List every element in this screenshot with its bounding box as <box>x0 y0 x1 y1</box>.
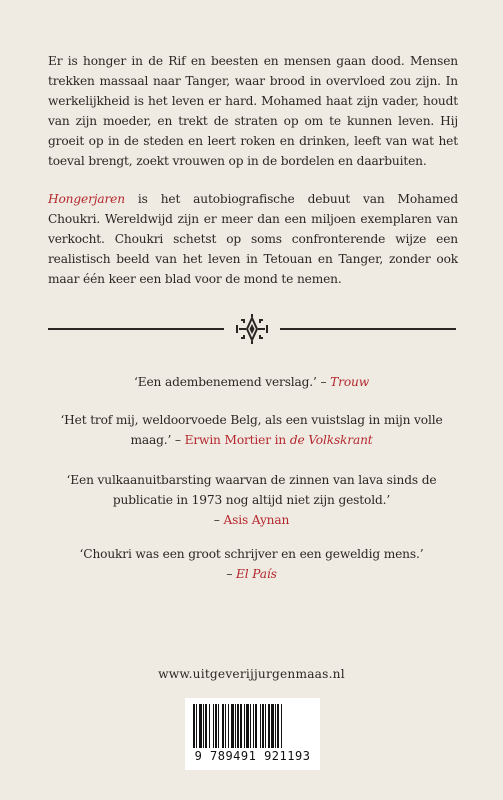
quote-source: Trouw <box>330 375 369 389</box>
quote-source: Erwin Mortier in <box>184 433 290 447</box>
barcode-bar <box>222 704 224 748</box>
review-quote-4 <box>20 544 483 584</box>
quote-separator: – <box>316 375 331 389</box>
quote-separator: – <box>171 433 185 447</box>
barcode-bar <box>246 704 249 748</box>
barcode-bar <box>262 704 264 748</box>
barcode-bars <box>191 704 314 748</box>
barcode-bar <box>268 704 270 748</box>
barcode-bar <box>203 704 204 748</box>
barcode-bar <box>237 704 239 748</box>
barcode-bar <box>250 704 251 748</box>
barcode-bar <box>193 704 195 748</box>
barcode-bar <box>253 704 254 748</box>
barcode-bar <box>231 704 234 748</box>
barcode-bar <box>209 704 210 748</box>
barcode-bar <box>199 704 202 748</box>
quote-text-line-2: publicatie in 1973 nog altijd niet zijn gestold.’ <box>112 493 391 507</box>
barcode-bar <box>265 704 266 748</box>
barcode-bar <box>281 704 282 748</box>
barcode-bar <box>215 704 217 748</box>
quote-separator: – <box>226 567 236 581</box>
quote-separator: – <box>213 513 224 527</box>
barcode-bar <box>271 704 274 748</box>
isbn-digits: 9 789491 921193 <box>194 749 311 763</box>
divider-rule-left <box>48 328 224 330</box>
review-quote-1 <box>20 372 483 392</box>
quote-text-line-1: ‘Het trof mij, weldoorvoede Belg, als een vuistslag in mijn volle <box>60 413 443 427</box>
blurb-paragraph-2-text: is het autobiografische debuut van Mohamed Choukri. Wereldwijd zijn er meer dan een miljoen exemplaren van verkocht. Choukri schetst op soms confronterende wijze een realistisch beeld van het leven in Tetouan en Tanger, zonder ook maar één keer een blad voor de mond te nemen. <box>48 192 458 286</box>
ornamental-divider <box>48 314 456 344</box>
barcode-bar <box>244 704 245 748</box>
quote-text-line-2: maag.’ <box>130 433 172 447</box>
quote-source: Asis Aynan <box>223 513 290 527</box>
barcode-bar <box>240 704 242 748</box>
blurb-paragraph-1: Er is honger in de Rif en beesten en mensen gaan dood. Mensen trekken massaal naar Tanger, waar brood in overvloed zou zijn. In werkelijkheid is het leven er hard. Mohamed haat zijn vader, houdt van zijn moeder, en trekt de straten op om te kunnen leven. Hij groeit op in de steden en leert roken en drinken, leeft van wat het toeval brengt, zoekt vrouwen op in de bordelen en daarbuiten. <box>48 54 458 168</box>
barcode-bar <box>225 704 226 748</box>
barcode-bar <box>235 704 236 748</box>
barcode-bar <box>205 704 207 748</box>
barcode-bar <box>275 704 276 748</box>
barcode-bar <box>213 704 214 748</box>
barcode-bar <box>277 704 279 748</box>
review-quote-2 <box>20 410 483 450</box>
review-quote-3 <box>20 470 483 530</box>
isbn-barcode <box>185 698 320 770</box>
quote-source: El País <box>235 567 277 581</box>
barcode-bar <box>196 704 197 748</box>
berber-ornament-icon <box>236 314 268 344</box>
publisher-website[interactable]: www.uitgeverijjurgenmaas.nl <box>158 667 345 681</box>
book-title: Hongerjaren <box>48 192 125 206</box>
barcode-bar <box>218 704 219 748</box>
barcode-bar <box>255 704 257 748</box>
quote-text: ‘Een adembenemend verslag.’ <box>134 375 317 389</box>
quote-source-publication: de Volkskrant <box>289 433 373 447</box>
barcode-bar <box>228 704 229 748</box>
quote-text-line-1: ‘Een vulkaanuitbarsting waarvan de zinnen van lava sinds de <box>66 473 437 487</box>
quote-text: ‘Choukri was een groot schrijver en een geweldig mens.’ <box>79 547 424 561</box>
divider-rule-right <box>280 328 456 330</box>
blurb-paragraph-2 <box>48 189 458 289</box>
barcode-bar <box>260 704 261 748</box>
